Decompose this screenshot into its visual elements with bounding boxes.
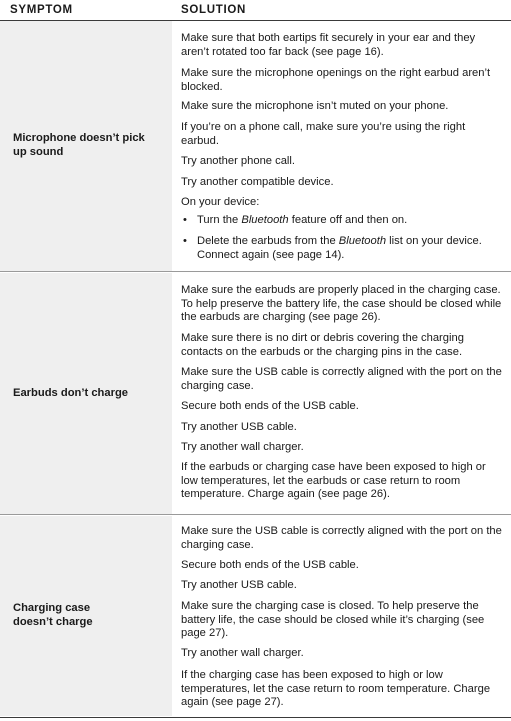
solution-item: Try another compatible device. — [181, 176, 334, 188]
solution-item: Try another phone call. — [181, 155, 296, 167]
header-symptom: SYMPTOM — [10, 4, 73, 16]
solution-item: If the charging case has been exposed to high or low temperatures, let the case return to room temperature. Charge again (see page 27). — [181, 669, 491, 709]
solution-item: Make sure the USB cable is correctly aligned with the port on the charging case. — [181, 525, 502, 551]
solution-item: Make sure the USB cable is correctly aligned with the port on the charging case. — [181, 366, 502, 392]
solution-item: Make sure the microphone isn’t muted on your phone. — [181, 100, 449, 112]
solution-item: Secure both ends of the USB cable. — [181, 400, 359, 412]
table-row-earbuds-charge — [0, 273, 511, 514]
table-bottom-rule — [0, 717, 511, 718]
solution-item: Make sure the microphone openings on the right earbud aren’t blocked. — [181, 67, 491, 93]
solution-item: If the earbuds or charging case have been exposed to high or low temperatures, let the earbuds or case return to room temperature. Charge again (see page 26). — [181, 461, 486, 501]
table-row-microphone — [0, 21, 511, 271]
solution-cell — [181, 516, 503, 716]
solution-item: If you’re on a phone call, make sure you’re using the right earbud. — [181, 121, 466, 147]
symptom-label: Microphone doesn’t pick up sound — [13, 132, 145, 158]
solution-item: Try another USB cable. — [181, 579, 297, 591]
solution-item: Try another wall charger. — [181, 647, 304, 659]
row-divider — [0, 514, 511, 515]
symptom-label: Earbuds don’t charge — [13, 386, 128, 399]
solution-item: Make sure the charging case is closed. To help preserve the battery life, the case should be closed while it’s charging (see page 27). — [181, 600, 485, 640]
bullet-item: • Delete the earbuds from the Bluetooth list on your device. Connect again (see page 14). — [181, 235, 503, 262]
solution-item: Try another wall charger. — [181, 441, 304, 453]
table-header — [0, 0, 511, 21]
solution-item: Make sure that both eartips fit securely in your ear and they aren’t rotated too far back (see page 16). — [181, 32, 476, 58]
symptom-cell — [0, 516, 172, 716]
row-divider — [0, 271, 511, 272]
bullet-item: • Turn the Bluetooth feature off and then on. — [181, 214, 503, 228]
solution-item: Make sure the earbuds are properly placed in the charging case. To help preserve the battery life, the case should be closed while the earbuds are charging (see page 26). — [181, 284, 502, 324]
solution-item: Try another USB cable. — [181, 421, 297, 433]
header-solution: SOLUTION — [181, 4, 247, 16]
symptom-cell — [0, 21, 172, 271]
solution-cell — [181, 21, 503, 271]
solution-item: Secure both ends of the USB cable. — [181, 559, 359, 571]
solution-cell — [181, 273, 503, 514]
solution-item: On your device: — [181, 196, 260, 208]
table-row-case-charge — [0, 516, 511, 716]
symptom-label: Charging case doesn’t charge — [13, 602, 93, 628]
solution-item: Make sure there is no dirt or debris covering the charging contacts on the earbuds or the charging pins in the case. — [181, 332, 464, 358]
symptom-cell — [0, 273, 172, 514]
